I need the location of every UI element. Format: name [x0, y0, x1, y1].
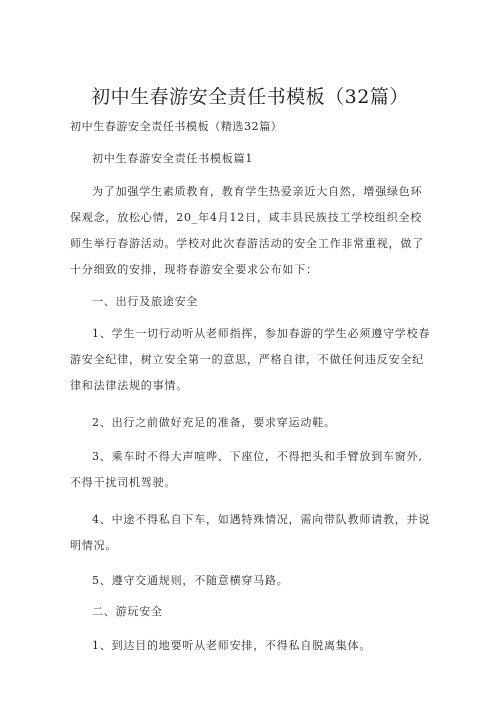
heading-play-safety: 二、游玩安全 [92, 605, 163, 618]
list-item: 5、遵守交通规则，不随意横穿马路。 [92, 574, 289, 587]
document-subtitle: 初中生春游安全责任书模板（精选32篇） [70, 120, 283, 133]
list-item: 4、中途不得私自下车，如遇特殊情况，需向带队教师请教，并说明情况。 [70, 513, 431, 552]
list-item: 1、到达目的地要听从老师安排，不得私自脱离集体。 [92, 639, 372, 652]
list-item: 2、出行之前做好充足的准备，要求穿运动鞋。 [92, 416, 336, 429]
heading-travel-safety: 一、出行及旅途安全 [92, 295, 199, 308]
list-item: 1、学生一切行动听从老师指挥，参加春游的学生必须遵守学校春游安全纪律，树立安全第一的意思，严格自律，不做任何违反安全纪律和法律法规的事情。 [70, 327, 431, 392]
intro-paragraph: 为了加强学生素质教育，教育学生热爱亲近大自然，增强绿色环保观念，放松心情，20_年4月12日，咸丰县民族技工学校组织全校师生举行春游活动。学校对此次春游活动的安全工作非常重视，做了十分细致的安排，现将春游安全要求公布如下： [70, 185, 424, 276]
document-title: 初中生春游安全责任书模板（32篇） [91, 86, 409, 108]
list-item: 3、乘车时不得大声喧哗、下座位，不得把头和手臂放到车窗外,不得干扰司机驾驶。 [70, 450, 423, 489]
section-title: 初中生春游安全责任书模板篇1 [92, 152, 254, 165]
